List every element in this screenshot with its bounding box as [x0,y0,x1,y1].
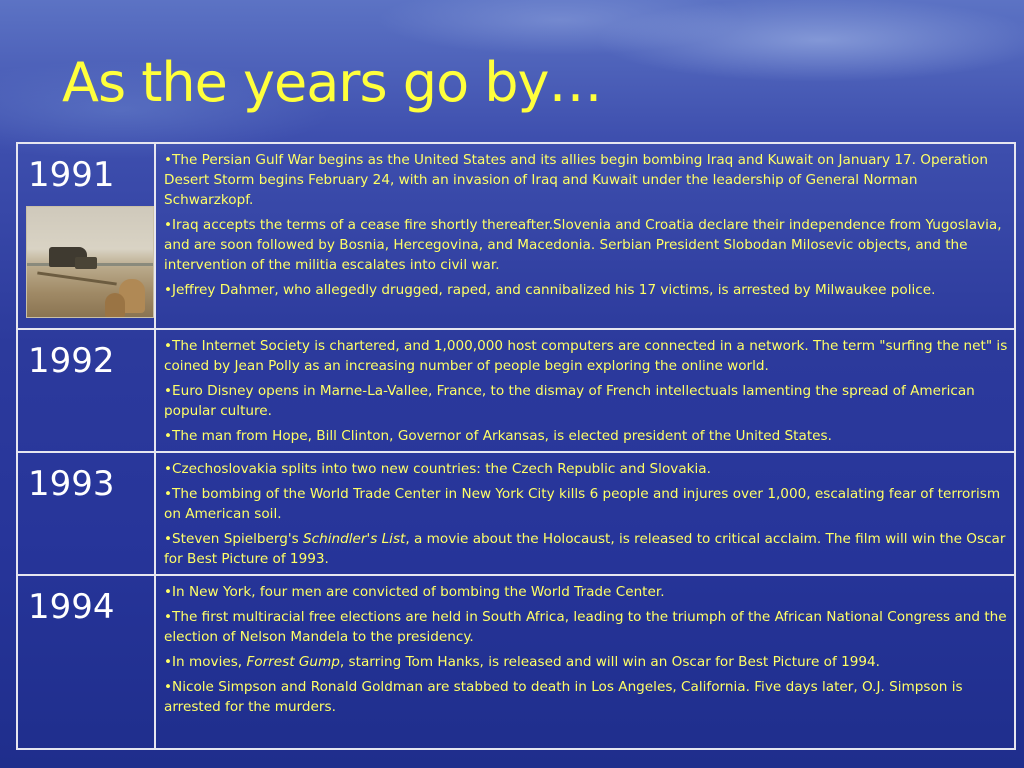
bullet: • [164,679,173,695]
events-cell [155,452,1015,575]
event-item [164,215,1008,275]
gulf-war-photo [26,206,154,318]
event-text: Iraq accepts the terms of a cease fire shortly thereafter.Slovenia and Croatia declare their independence from Yugoslavia, and are soon followed by Bosnia, Hercegovina, and Macedonia. Serbian President Slobodan Milosevic objects, and the intervention of the militia escalates into civil war. [164,217,1002,273]
event-item [164,381,1008,421]
bullet: • [164,338,173,354]
event-text: The first multiracial free elections are held in South Africa, leading to the triumph of the African National Congress and the election of Nelson Mandela to the presidency. [164,609,1007,645]
event-item [164,484,1008,524]
event-item [164,529,1008,569]
bullet: • [164,609,173,625]
event-item [164,459,1008,479]
event-text: In New York, four men are convicted of bombing the World Trade Center. [172,584,665,600]
bullet: • [164,486,173,502]
slide-title: As the years go by… [62,51,602,114]
bullet: • [164,282,173,298]
bullet: • [164,531,173,547]
event-item [164,652,1008,672]
year-label: 1993 [28,464,115,504]
bullet: • [164,428,173,444]
bullet: • [164,461,173,477]
year-cell [17,329,155,452]
event-item [164,582,1008,602]
year-label: 1994 [28,587,115,627]
event-text: Nicole Simpson and Ronald Goldman are stabbed to death in Los Angeles, California. Five days later, O.J. Simpson is arrested for the murders. [164,679,963,715]
timeline-row-1991 [17,143,1015,329]
photo-soldier [105,293,125,317]
event-item [164,150,1008,210]
bullet: • [164,584,173,600]
timeline-row-1993 [17,452,1015,575]
event-text: Jeffrey Dahmer, who allegedly drugged, raped, and cannibalized his 17 victims, is arrested by Milwaukee police. [172,282,936,298]
movie-title: Schindler's List [302,531,406,547]
timeline-row-1994 [17,575,1015,749]
event-text: In movies, [172,654,247,670]
bullet: • [164,217,173,233]
events-cell [155,575,1015,749]
events-cell [155,143,1015,329]
event-text: The bombing of the World Trade Center in New York City kills 6 people and injures over 1,000, escalating fear of terrorism on American soil. [164,486,1001,522]
event-item [164,280,1008,300]
event-text: Euro Disney opens in Marne-La-Vallee, France, to the dismay of French intellectuals lamenting the spread of American popular culture. [164,383,975,419]
event-text: Czechoslovakia splits into two new countries: the Czech Republic and Slovakia. [172,461,711,477]
bullet: • [164,654,173,670]
photo-road [37,271,117,285]
events-cell [155,329,1015,452]
timeline-row-1992 [17,329,1015,452]
bullet: • [164,383,173,399]
year-label: 1992 [28,341,115,381]
movie-title: Forrest Gump [246,654,340,670]
event-text: Steven Spielberg's [172,531,303,547]
event-text: The man from Hope, Bill Clinton, Governor of Arkansas, is elected president of the United States. [172,428,832,444]
timeline-table [16,142,1016,750]
event-item [164,677,1008,717]
year-cell [17,452,155,575]
event-text: The Internet Society is chartered, and 1,000,000 host computers are connected in a network. The term "surfing the net" is coined by Jean Polly as an increasing number of people begin exploring the online world. [164,338,1008,374]
year-label: 1991 [28,155,115,195]
event-item [164,426,1008,446]
photo-vehicle [75,257,97,269]
event-text: The Persian Gulf War begins as the United States and its allies begin bombing Iraq and Kuwait on January 17. Operation Desert Storm begins February 24, with an invasion of Iraq and Kuwait under the leadership of General Norman Schwarzkopf. [164,152,988,208]
year-cell [17,143,155,329]
event-item [164,336,1008,376]
event-text: , starring Tom Hanks, is released and will win an Oscar for Best Picture of 1994. [339,654,880,670]
bullet: • [164,152,173,168]
year-cell [17,575,155,749]
event-text: , a movie about the Holocaust, is released to critical acclaim. The film will win the Oscar for Best Picture of 1993. [164,531,1006,567]
event-item [164,607,1008,647]
